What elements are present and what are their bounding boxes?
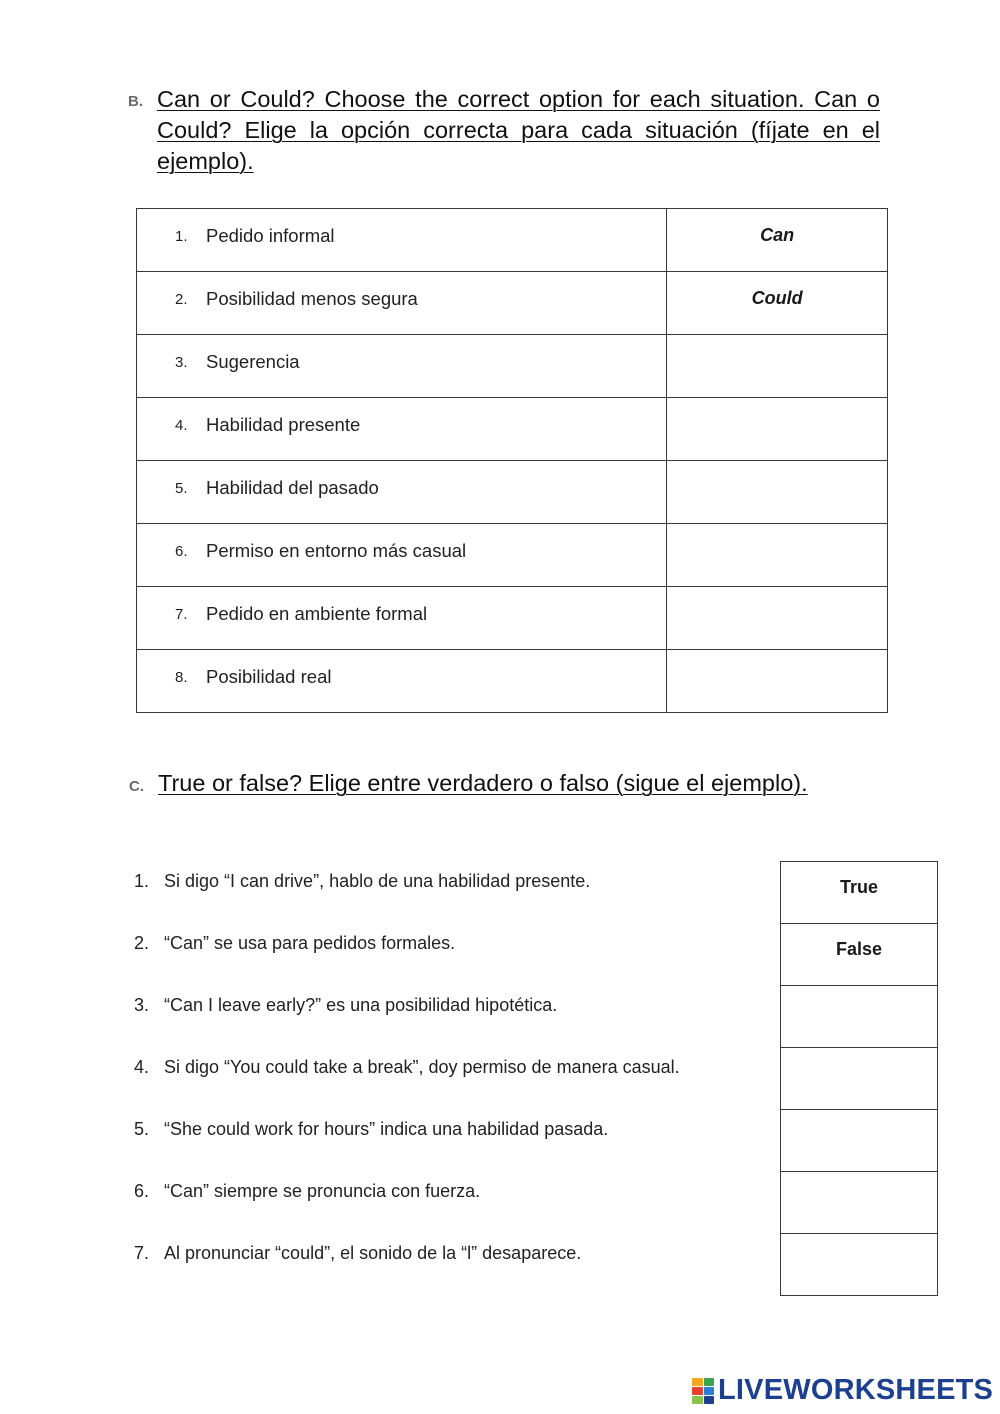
section-c-letter: C.	[129, 778, 144, 795]
logo-square	[692, 1387, 703, 1395]
situation-text: Habilidad presente	[206, 414, 361, 435]
item-number: 1.	[134, 871, 150, 891]
situation-text: Permiso en entorno más casual	[206, 540, 467, 561]
liveworksheets-logo	[692, 1374, 993, 1407]
section-b-title: Can or Could? Choose the correct option for each situation. Can o Could? Elige la opción correcta para cada situación (fíjate en el ejemplo).	[157, 86, 880, 174]
liveworksheets-logo-icon	[692, 1378, 714, 1404]
answer-box[interactable]: Can	[667, 209, 888, 272]
item-number: 8.	[175, 669, 188, 686]
list-item	[134, 1057, 680, 1078]
answer-text	[781, 1048, 937, 1063]
section-b-letter: B.	[128, 93, 143, 110]
item-number: 6.	[175, 543, 188, 560]
situation-cell	[137, 524, 667, 587]
logo-square	[692, 1396, 703, 1404]
table-row	[137, 398, 888, 461]
item-number: 4.	[134, 1057, 150, 1077]
section-b-table	[136, 208, 888, 713]
situation-text: Sugerencia	[206, 351, 300, 372]
answer-text: True	[839, 877, 878, 897]
item-number: 2.	[134, 933, 150, 953]
situation-text: Pedido en ambiente formal	[206, 603, 428, 624]
situation-text: Pedido informal	[206, 225, 335, 246]
situation-text: Habilidad del pasado	[206, 477, 379, 498]
true-false-answer-box[interactable]	[781, 924, 938, 986]
situation-cell	[137, 272, 667, 335]
answer-text	[781, 1234, 937, 1249]
table-row	[781, 1048, 938, 1110]
answer-box[interactable]	[667, 524, 888, 587]
table-row	[137, 587, 888, 650]
list-item	[134, 933, 455, 954]
list-item	[134, 1181, 480, 1202]
answer-box[interactable]: Could	[667, 272, 888, 335]
item-number: 4.	[175, 417, 188, 434]
statement-text: “Can” se usa para pedidos formales.	[164, 933, 456, 953]
item-number: 7.	[134, 1243, 150, 1263]
answer-text	[781, 986, 937, 1001]
table-row	[781, 1110, 938, 1172]
situation-cell	[137, 335, 667, 398]
table-row	[781, 924, 938, 986]
true-false-answer-table	[780, 861, 938, 1296]
statement-text: “Can” siempre se pronuncia con fuerza.	[164, 1181, 481, 1201]
situation-cell	[137, 650, 667, 713]
true-false-answer-box[interactable]	[781, 1110, 938, 1172]
item-number: 5.	[134, 1119, 150, 1139]
statement-text: “Can I leave early?” es una posibilidad hipotética.	[164, 995, 558, 1015]
logo-text: LIVEWORKSHEETS	[718, 1374, 994, 1406]
situation-cell	[137, 398, 667, 461]
logo-square	[704, 1378, 715, 1386]
true-false-answer-box[interactable]	[781, 1048, 938, 1110]
situation-text: Posibilidad real	[206, 666, 332, 687]
answer-box[interactable]	[667, 587, 888, 650]
logo-square	[704, 1387, 715, 1395]
table-row	[137, 461, 888, 524]
answer-box[interactable]	[667, 461, 888, 524]
table-row	[137, 335, 888, 398]
answer-box[interactable]	[667, 335, 888, 398]
true-false-answer-box[interactable]	[781, 986, 938, 1048]
table-row	[137, 272, 888, 335]
situation-cell	[137, 587, 667, 650]
item-number: 6.	[134, 1181, 150, 1201]
list-item	[134, 1119, 608, 1140]
situation-cell	[137, 461, 667, 524]
true-false-answer-box[interactable]	[781, 1172, 938, 1234]
list-item	[134, 995, 557, 1016]
list-item	[134, 871, 590, 892]
situation-cell	[137, 209, 667, 272]
answer-box[interactable]	[667, 650, 888, 713]
item-number: 2.	[175, 291, 188, 308]
statement-text: Al pronunciar “could”, el sonido de la “l” desaparece.	[164, 1243, 582, 1263]
item-number: 1.	[175, 228, 188, 245]
logo-square	[704, 1396, 715, 1404]
table-row	[137, 209, 888, 272]
table-row	[781, 1234, 938, 1296]
item-number: 5.	[175, 480, 188, 497]
statement-text: Si digo “You could take a break”, doy permiso de manera casual.	[164, 1057, 680, 1077]
table-row	[781, 1172, 938, 1234]
statement-text: Si digo “I can drive”, hablo de una habilidad presente.	[164, 871, 591, 891]
list-item	[134, 1243, 581, 1264]
statement-text: “She could work for hours” indica una habilidad pasada.	[164, 1119, 609, 1139]
true-false-answer-box[interactable]	[781, 862, 938, 924]
logo-square	[692, 1378, 703, 1386]
item-number: 7.	[175, 606, 188, 623]
true-false-answer-box[interactable]	[781, 1234, 938, 1296]
situation-text: Posibilidad menos segura	[206, 288, 418, 309]
table-row	[137, 524, 888, 587]
answer-text: False	[835, 939, 883, 959]
section-c-title: True or false? Elige entre verdadero o falso (sigue el ejemplo).	[158, 770, 808, 796]
table-row	[781, 862, 938, 924]
table-row	[137, 650, 888, 713]
item-number: 3.	[134, 995, 150, 1015]
answer-text	[781, 1110, 937, 1125]
answer-box[interactable]	[667, 398, 888, 461]
item-number: 3.	[175, 354, 188, 371]
table-row	[781, 986, 938, 1048]
answer-text	[781, 1172, 937, 1187]
